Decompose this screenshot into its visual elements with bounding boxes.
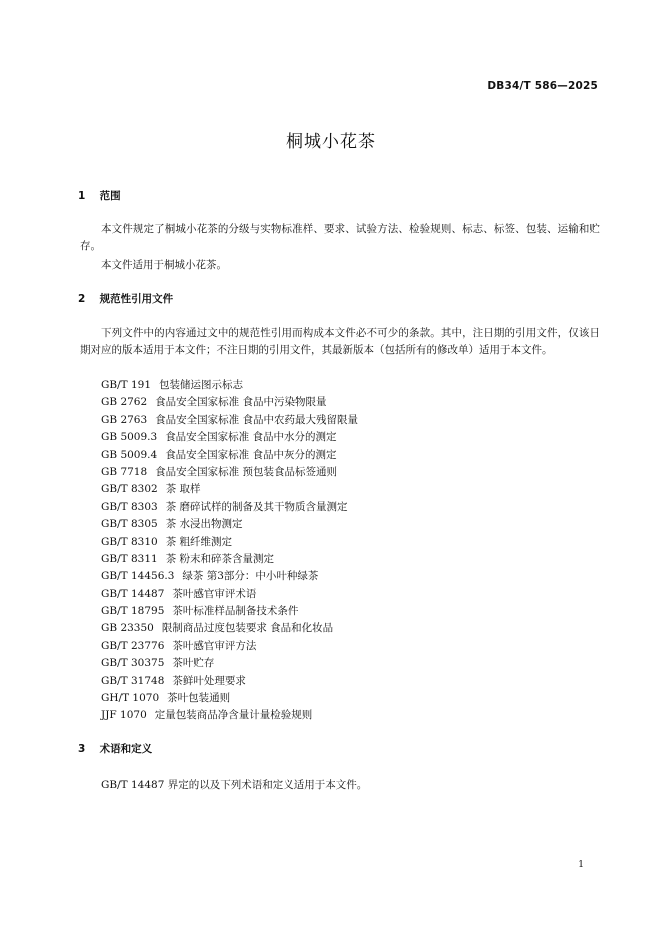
reference-list — [101, 377, 358, 725]
list-item — [101, 586, 358, 603]
reference-title: 茶 磨碎试样的制备及其干物质含量测定 — [165, 500, 348, 513]
section-heading-normative-refs — [78, 291, 173, 306]
reference-code: GB 5009.3 — [101, 431, 158, 444]
reference-code: GB/T 14487 — [101, 587, 165, 600]
normative-refs-intro: 下列文件中的内容通过文中的规范性引用而构成本文件必不可少的条款。其中，注日期的引用文件，仅该日期对应的版本适用于本文件；不注日期的引用文件，其最新版本（包括所有的修改单）适用于本文件。 — [80, 327, 600, 356]
scope-paragraph-2: 本文件适用于桐城小花茶。 — [101, 259, 227, 271]
reference-code: GB/T 18795 — [101, 605, 165, 618]
reference-title: 定量包装商品净含量计量检验规则 — [154, 709, 313, 722]
section-title: 术语和定义 — [99, 743, 153, 755]
scope-paragraph-1: 本文件规定了桐城小花茶的分级与实物标准样、要求、试验方法、检验规则、标志、标签、包装、运输和贮存。 — [80, 223, 600, 252]
section-title: 范围 — [99, 190, 121, 202]
reference-code: GB/T 8302 — [101, 483, 158, 496]
reference-title: 食品安全国家标准 食品中农药最大残留限量 — [155, 413, 359, 426]
list-item — [101, 464, 358, 481]
reference-code: JJF 1070 — [101, 709, 147, 722]
reference-code: GB/T 8303 — [101, 500, 158, 513]
list-item — [101, 377, 358, 394]
list-item — [101, 690, 358, 707]
terms-intro: GB/T 14487 界定的以及下列术语和定义适用于本文件。 — [101, 779, 368, 791]
list-item — [101, 620, 358, 637]
reference-code: GB/T 8305 — [101, 518, 158, 531]
reference-code: GB 5009.4 — [101, 448, 158, 461]
reference-code: GB/T 31748 — [101, 674, 165, 687]
reference-title: 茶叶感官审评方法 — [172, 639, 257, 652]
reference-title: 茶鲜叶处理要求 — [172, 674, 246, 687]
reference-code: GB 2763 — [101, 413, 148, 426]
reference-title: 食品安全国家标准 食品中污染物限量 — [155, 396, 327, 409]
reference-title: 茶叶标准样品制备技术条件 — [172, 605, 299, 618]
reference-code: GB/T 23776 — [101, 639, 165, 652]
reference-title: 茶叶贮存 — [172, 657, 215, 670]
reference-code: GB 2762 — [101, 396, 148, 409]
reference-title: 茶 取样 — [165, 483, 201, 496]
reference-code: GB 23350 — [101, 622, 154, 635]
reference-title: 包装储运图示标志 — [159, 379, 244, 391]
reference-title: 食品安全国家标准 预包装食品标签通则 — [155, 465, 338, 478]
list-item — [101, 655, 358, 672]
section-number: 2 — [78, 293, 86, 305]
section-number: 3 — [78, 743, 86, 755]
reference-title: 茶 粗纤维测定 — [165, 535, 233, 548]
section-title: 规范性引用文件 — [99, 293, 174, 305]
list-item — [101, 534, 358, 551]
list-item — [101, 412, 358, 429]
reference-title: 茶叶包装通则 — [167, 692, 231, 705]
reference-code: GH/T 1070 — [101, 692, 160, 705]
list-item — [101, 603, 358, 620]
list-item — [101, 568, 358, 585]
section-heading-scope — [78, 188, 121, 203]
reference-title: 茶 水浸出物测定 — [165, 518, 243, 531]
reference-title: 绿茶 第3部分：中小叶种绿茶 — [182, 570, 319, 583]
reference-code: GB/T 8310 — [101, 535, 158, 548]
page-title: 桐城小花茶 — [286, 132, 376, 152]
reference-code: GB 7718 — [101, 465, 148, 478]
list-item — [101, 673, 358, 690]
reference-code: GB/T 191 — [101, 379, 152, 391]
list-item — [101, 447, 358, 464]
list-item — [101, 707, 358, 724]
list-item — [101, 551, 358, 568]
document-code: DB34/T 586—2025 — [487, 80, 598, 92]
reference-code: GB/T 14456.3 — [101, 570, 175, 583]
reference-title: 限制商品过度包装要求 食品和化妆品 — [161, 622, 334, 635]
reference-title: 食品安全国家标准 食品中灰分的测定 — [165, 448, 337, 461]
section-number: 1 — [78, 190, 86, 202]
list-item — [101, 394, 358, 411]
section-heading-terms — [78, 741, 152, 756]
list-item — [101, 516, 358, 533]
reference-title: 茶叶感官审评术语 — [172, 587, 257, 600]
page-number: 1 — [578, 860, 584, 870]
list-item — [101, 499, 358, 516]
list-item — [101, 429, 358, 446]
reference-code: GB/T 30375 — [101, 657, 165, 670]
list-item — [101, 481, 358, 498]
list-item — [101, 638, 358, 655]
reference-code: GB/T 8311 — [101, 552, 158, 565]
reference-title: 茶 粉末和碎茶含量测定 — [165, 552, 275, 565]
reference-title: 食品安全国家标准 食品中水分的测定 — [165, 431, 337, 444]
